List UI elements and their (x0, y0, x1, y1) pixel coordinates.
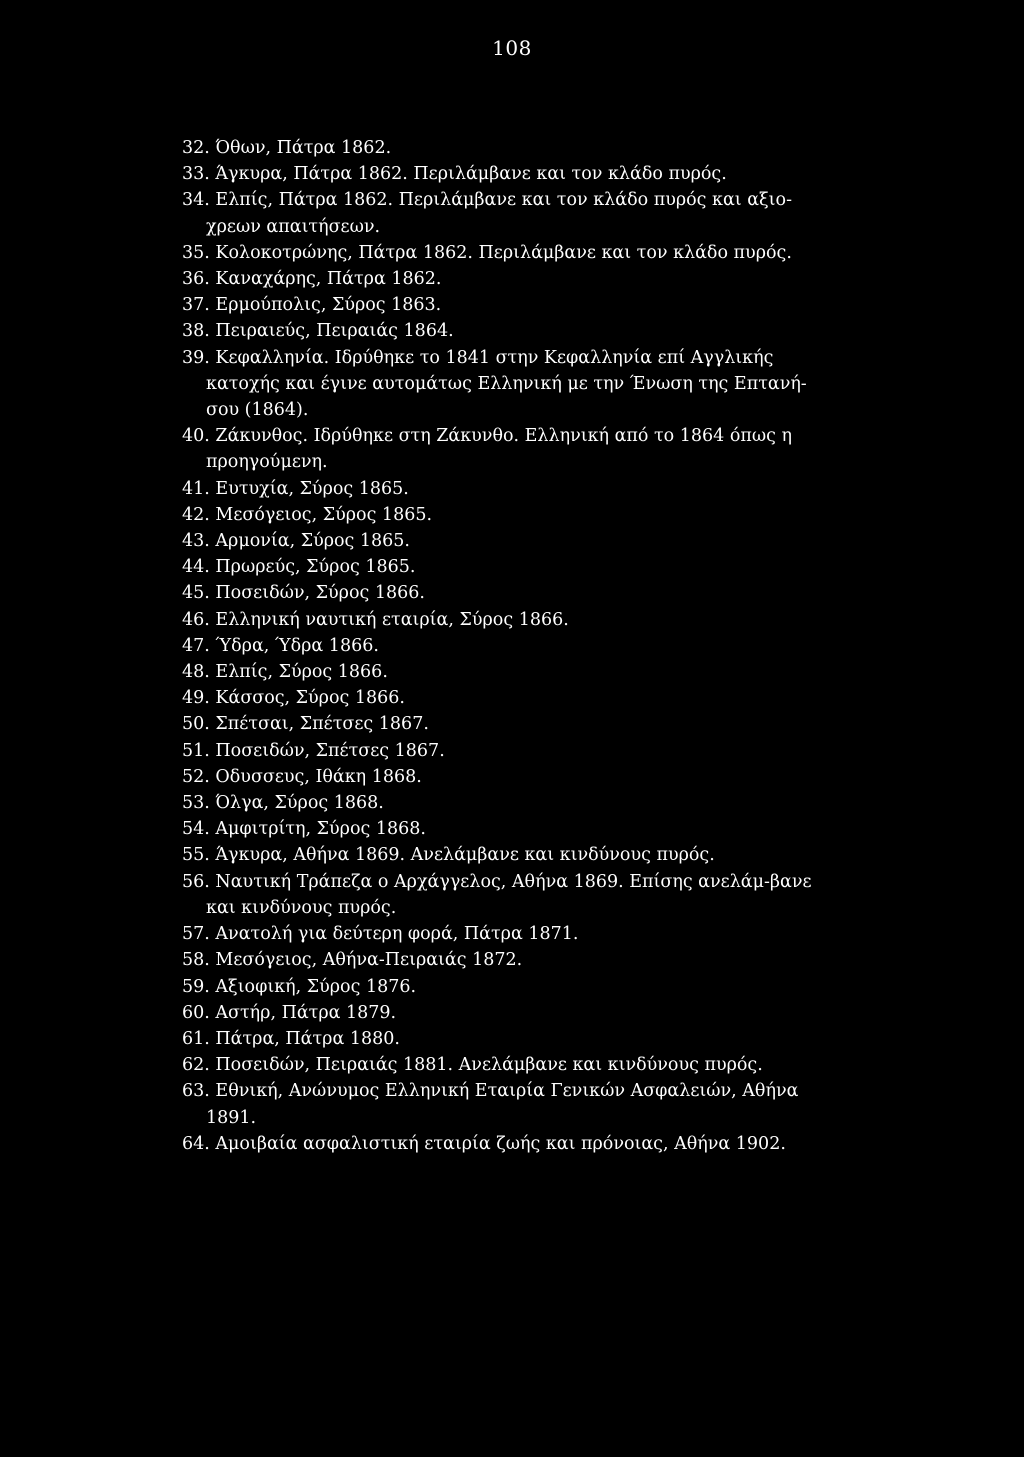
list-item (182, 607, 822, 633)
entry-number: 42. (182, 504, 210, 525)
entry-text: Ελπίς, Σύρος 1866. (215, 662, 388, 683)
entry-text: Πρωρεύς, Σύρος 1865. (215, 557, 416, 578)
list-item (182, 974, 822, 1000)
list-item (182, 345, 822, 424)
list-item (182, 869, 822, 921)
entry-number: 64. (182, 1133, 210, 1154)
entry-text: Άγκυρα, Αθήνα 1869. Ανελάμβανε και κινδύνους πυρός. (215, 845, 715, 866)
entry-text: Ποσειδών, Σύρος 1866. (215, 583, 425, 604)
list-item (182, 921, 822, 947)
list-item (182, 1131, 822, 1157)
entry-text: Όθων, Πάτρα 1862. (215, 138, 392, 158)
entry-text: Ερμούπολις, Σύρος 1863. (215, 295, 442, 316)
entry-text: Αρμονία, Σύρος 1865. (215, 531, 410, 552)
entry-number: 51. (182, 740, 210, 761)
entry-text: Ανατολή για δεύτερη φορά, Πάτρα 1871. (215, 924, 579, 945)
entry-number: 45. (182, 583, 210, 604)
list-item (182, 580, 822, 606)
entry-text: Πειραιεύς, Πειραιάς 1864. (215, 321, 454, 342)
entry-number: 37. (182, 295, 210, 316)
entry-number: 54. (182, 819, 210, 840)
entry-number: 52. (182, 766, 210, 787)
list-item (182, 318, 822, 344)
entry-number: 32. (182, 138, 210, 158)
entry-text: Αμοιβαία ασφαλιστική εταιρία ζωής και πρόνοιας, Αθήνα 1902. (215, 1133, 786, 1154)
entry-text: Ελπίς, Πάτρα 1862. Περιλάμβανε και τον κλάδο πυρός και αξιο-χρεων απαιτήσεων. (206, 190, 792, 237)
list-item (182, 292, 822, 318)
entry-number: 60. (182, 1002, 210, 1023)
list-item (182, 738, 822, 764)
entry-number: 44. (182, 557, 210, 578)
list-item (182, 711, 822, 737)
entry-number: 63. (182, 1081, 210, 1102)
entry-number: 41. (182, 478, 210, 499)
page-number: 108 (492, 36, 532, 60)
entry-number: 34. (182, 190, 210, 211)
entry-text: Όλγα, Σύρος 1868. (215, 793, 384, 814)
entry-number: 49. (182, 688, 210, 709)
entry-text: Μεσόγειος, Αθήνα-Πειραιάς 1872. (215, 950, 523, 971)
entry-number: 53. (182, 793, 210, 814)
entry-number: 33. (182, 164, 210, 185)
list-item (182, 816, 822, 842)
list-item (182, 633, 822, 659)
entry-number: 58. (182, 950, 210, 971)
entry-number: 38. (182, 321, 210, 342)
entry-text: Πάτρα, Πάτρα 1880. (215, 1028, 400, 1049)
entry-text: Ποσειδών, Πειραιάς 1881. Ανελάμβανε και κινδύνους πυρός. (215, 1055, 763, 1076)
entry-text: Κεφαλληνία. Ιδρύθηκε το 1841 στην Κεφαλληνία επί Αγγλικής κατοχής και έγινε αυτομάτως Ελληνική με την Ένωση της Επτανή-σου (1864). (206, 347, 807, 421)
list-item (182, 476, 822, 502)
entry-text: Ύδρα, Ύδρα 1866. (215, 635, 379, 656)
list-item (182, 135, 822, 161)
list-item (182, 1078, 822, 1130)
entry-text: Ποσειδών, Σπέτσες 1867. (215, 740, 445, 761)
list-item (182, 659, 822, 685)
list-item (182, 842, 822, 868)
list-item (182, 423, 822, 475)
list-item (182, 240, 822, 266)
entry-text: Αξιοφική, Σύρος 1876. (215, 976, 417, 997)
entry-text: Καναχάρης, Πάτρα 1862. (215, 269, 442, 290)
entry-text: Εθνική, Ανώνυμος Ελληνική Εταιρία Γενικών Ασφαλειών, Αθήνα 1891. (206, 1081, 799, 1128)
entry-number: 46. (182, 609, 210, 630)
list-item (182, 764, 822, 790)
list-item (182, 161, 822, 187)
entry-text: Αμφιτρίτη, Σύρος 1868. (215, 819, 426, 840)
entry-number: 47. (182, 635, 210, 656)
entry-number: 48. (182, 662, 210, 683)
list-item (182, 502, 822, 528)
entry-number: 61. (182, 1028, 210, 1049)
entry-text: Οδυσσευς, Ιθάκη 1868. (215, 766, 422, 787)
entry-number: 56. (182, 871, 210, 892)
entry-text: Ζάκυνθος. Ιδρύθηκε στη Ζάκυνθο. Ελληνική από το 1864 όπως η προηγούμενη. (206, 426, 793, 473)
entry-text: Μεσόγειος, Σύρος 1865. (215, 504, 433, 525)
entry-text: Κολοκοτρώνης, Πάτρα 1862. Περιλάμβανε και τον κλάδο πυρός. (215, 242, 792, 263)
list-item (182, 187, 822, 239)
list-item (182, 790, 822, 816)
entry-text: Κάσσος, Σύρος 1866. (215, 688, 405, 709)
entry-number: 43. (182, 531, 210, 552)
entry-text: Άγκυρα, Πάτρα 1862. Περιλάμβανε και τον κλάδο πυρός. (215, 164, 727, 185)
entry-number: 36. (182, 269, 210, 290)
list-item (182, 266, 822, 292)
list-item (182, 947, 822, 973)
entry-number: 39. (182, 347, 210, 368)
entry-number: 59. (182, 976, 210, 997)
entry-text: Σπέτσαι, Σπέτσες 1867. (215, 714, 429, 735)
list-item (182, 1000, 822, 1026)
list-item (182, 685, 822, 711)
entry-number: 35. (182, 242, 210, 263)
list-item (182, 1026, 822, 1052)
entry-number: 50. (182, 714, 210, 735)
list-item (182, 554, 822, 580)
entry-number: 57. (182, 924, 210, 945)
entry-list (182, 135, 822, 1157)
entry-number: 62. (182, 1055, 210, 1076)
entry-number: 40. (182, 426, 210, 447)
entry-text: Ευτυχία, Σύρος 1865. (215, 478, 409, 499)
entry-text: Ελληνική ναυτική εταιρία, Σύρος 1866. (215, 609, 569, 630)
entry-text: Αστήρ, Πάτρα 1879. (215, 1002, 397, 1023)
entry-text: Ναυτική Τράπεζα ο Αρχάγγελος, Αθήνα 1869. Επίσης ανελάμ-βανε και κινδύνους πυρός. (206, 871, 812, 918)
list-item (182, 528, 822, 554)
list-item (182, 1052, 822, 1078)
entry-number: 55. (182, 845, 210, 866)
